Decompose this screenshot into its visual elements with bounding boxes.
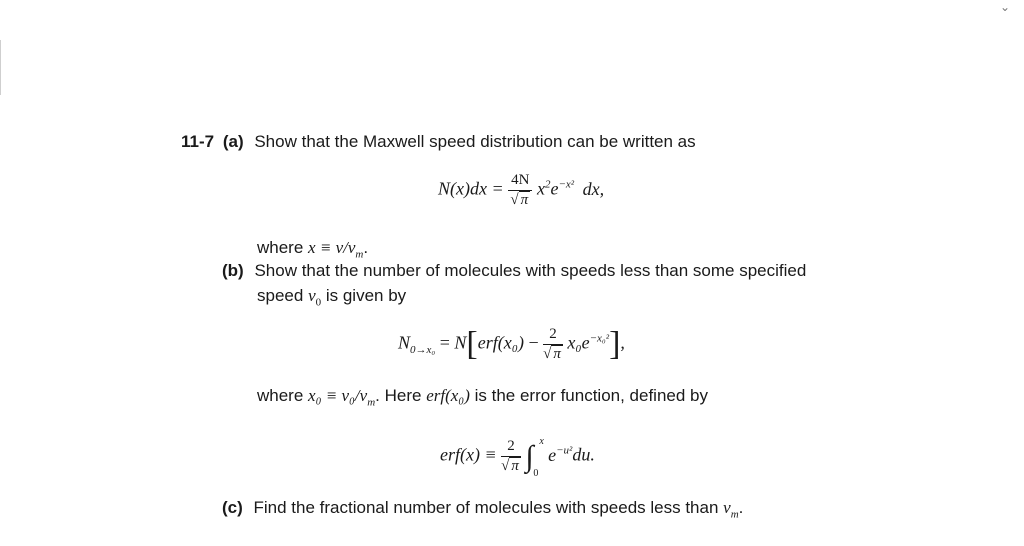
equation-error-function bbox=[440, 435, 595, 479]
eq3-e: e bbox=[548, 444, 557, 465]
eq1-lhs: N(x)dx = bbox=[438, 178, 504, 199]
integral-sign: ∫ x 0 bbox=[525, 435, 544, 479]
eq1-e-exp: −x² bbox=[558, 178, 575, 191]
part-b-line1 bbox=[222, 261, 806, 281]
eq1-x-exp: 2 bbox=[544, 178, 551, 191]
part-a-where-expr: x ≡ v/v bbox=[308, 238, 356, 257]
part-b-text2-prefix: speed bbox=[257, 286, 304, 305]
eq3-int-upper: x bbox=[539, 435, 544, 447]
part-c-line bbox=[222, 498, 743, 520]
part-a-line bbox=[181, 132, 696, 152]
eq2-frac-num: 2 bbox=[543, 326, 563, 345]
part-b-text2-suffix: is given by bbox=[325, 286, 407, 305]
eq1-end: dx, bbox=[582, 178, 605, 199]
eq2-fraction bbox=[543, 326, 563, 363]
part-a-where bbox=[257, 238, 368, 260]
eq3-fraction bbox=[501, 438, 521, 475]
equation-number-below bbox=[398, 326, 625, 363]
eq1-frac-num: 4N bbox=[508, 172, 532, 191]
eq1-e: e bbox=[550, 178, 559, 199]
eq1-frac-den: √ π bbox=[510, 192, 529, 208]
chevron-down-icon[interactable]: ⌄ bbox=[999, 0, 1011, 14]
part-b-where-end: is the error function, defined by bbox=[474, 386, 709, 405]
eq2-minus: − bbox=[528, 332, 539, 353]
eq2-lhs-sub: 0→x₀ bbox=[410, 344, 436, 357]
eq2-lhs-n: N bbox=[398, 332, 411, 353]
eq2-factor: N bbox=[454, 332, 467, 353]
eq3-e-exp: −u² bbox=[556, 444, 573, 457]
part-a-text: Show that the Maxwell speed distribution can be written as bbox=[254, 132, 696, 151]
part-a-where-prefix: where bbox=[257, 238, 304, 257]
eq3-frac-num: 2 bbox=[501, 438, 521, 457]
eq2-end: , bbox=[620, 332, 625, 353]
part-b-line2 bbox=[257, 286, 406, 308]
eq1-fraction bbox=[508, 172, 532, 209]
eq2-term-x: x₀ bbox=[567, 332, 582, 353]
eq3-frac-den: √ π bbox=[501, 458, 519, 474]
part-a-where-end: . bbox=[363, 238, 369, 257]
part-c-end: . bbox=[738, 498, 744, 517]
part-b-var: v bbox=[308, 286, 316, 305]
eq2-erf: erf(x₀) bbox=[477, 332, 524, 353]
part-b-where bbox=[257, 386, 708, 408]
part-a-where-sub: m bbox=[355, 248, 364, 261]
part-b-label: (b) bbox=[222, 261, 244, 280]
eq3-lhs: erf(x) ≡ bbox=[440, 444, 497, 465]
eq1-x: x bbox=[536, 178, 545, 199]
left-bracket: [ bbox=[466, 325, 478, 363]
eq3-end: du. bbox=[572, 444, 595, 465]
equation-maxwell bbox=[438, 172, 604, 209]
problem-number: 11-7 bbox=[181, 132, 215, 151]
part-c-label: (c) bbox=[222, 498, 243, 517]
part-b-where-sub: m bbox=[367, 396, 376, 409]
part-b-var-sub: 0 bbox=[315, 296, 322, 309]
part-b-where-prefix: where bbox=[257, 386, 304, 405]
part-c-var: v bbox=[723, 498, 731, 517]
part-b-where-fn: erf(x₀) bbox=[426, 386, 470, 405]
part-c-text: Find the fractional number of molecules with speeds less than bbox=[253, 498, 719, 517]
eq2-term-e: e bbox=[581, 332, 590, 353]
part-b-where-expr: x₀ ≡ v₀/v bbox=[308, 386, 368, 405]
part-b-text1: Show that the number of molecules with speeds less than some specified bbox=[254, 261, 807, 280]
right-bracket: ] bbox=[609, 325, 621, 363]
part-b-where-mid: . Here bbox=[375, 386, 422, 405]
eq3-int-lower: 0 bbox=[533, 467, 539, 479]
part-a-label: (a) bbox=[222, 132, 244, 151]
eq2-equals: = bbox=[439, 332, 450, 353]
eq2-frac-den: √ π bbox=[543, 346, 561, 362]
eq2-term-exp: −x₀² bbox=[589, 332, 610, 345]
part-c-sub: m bbox=[730, 508, 739, 521]
